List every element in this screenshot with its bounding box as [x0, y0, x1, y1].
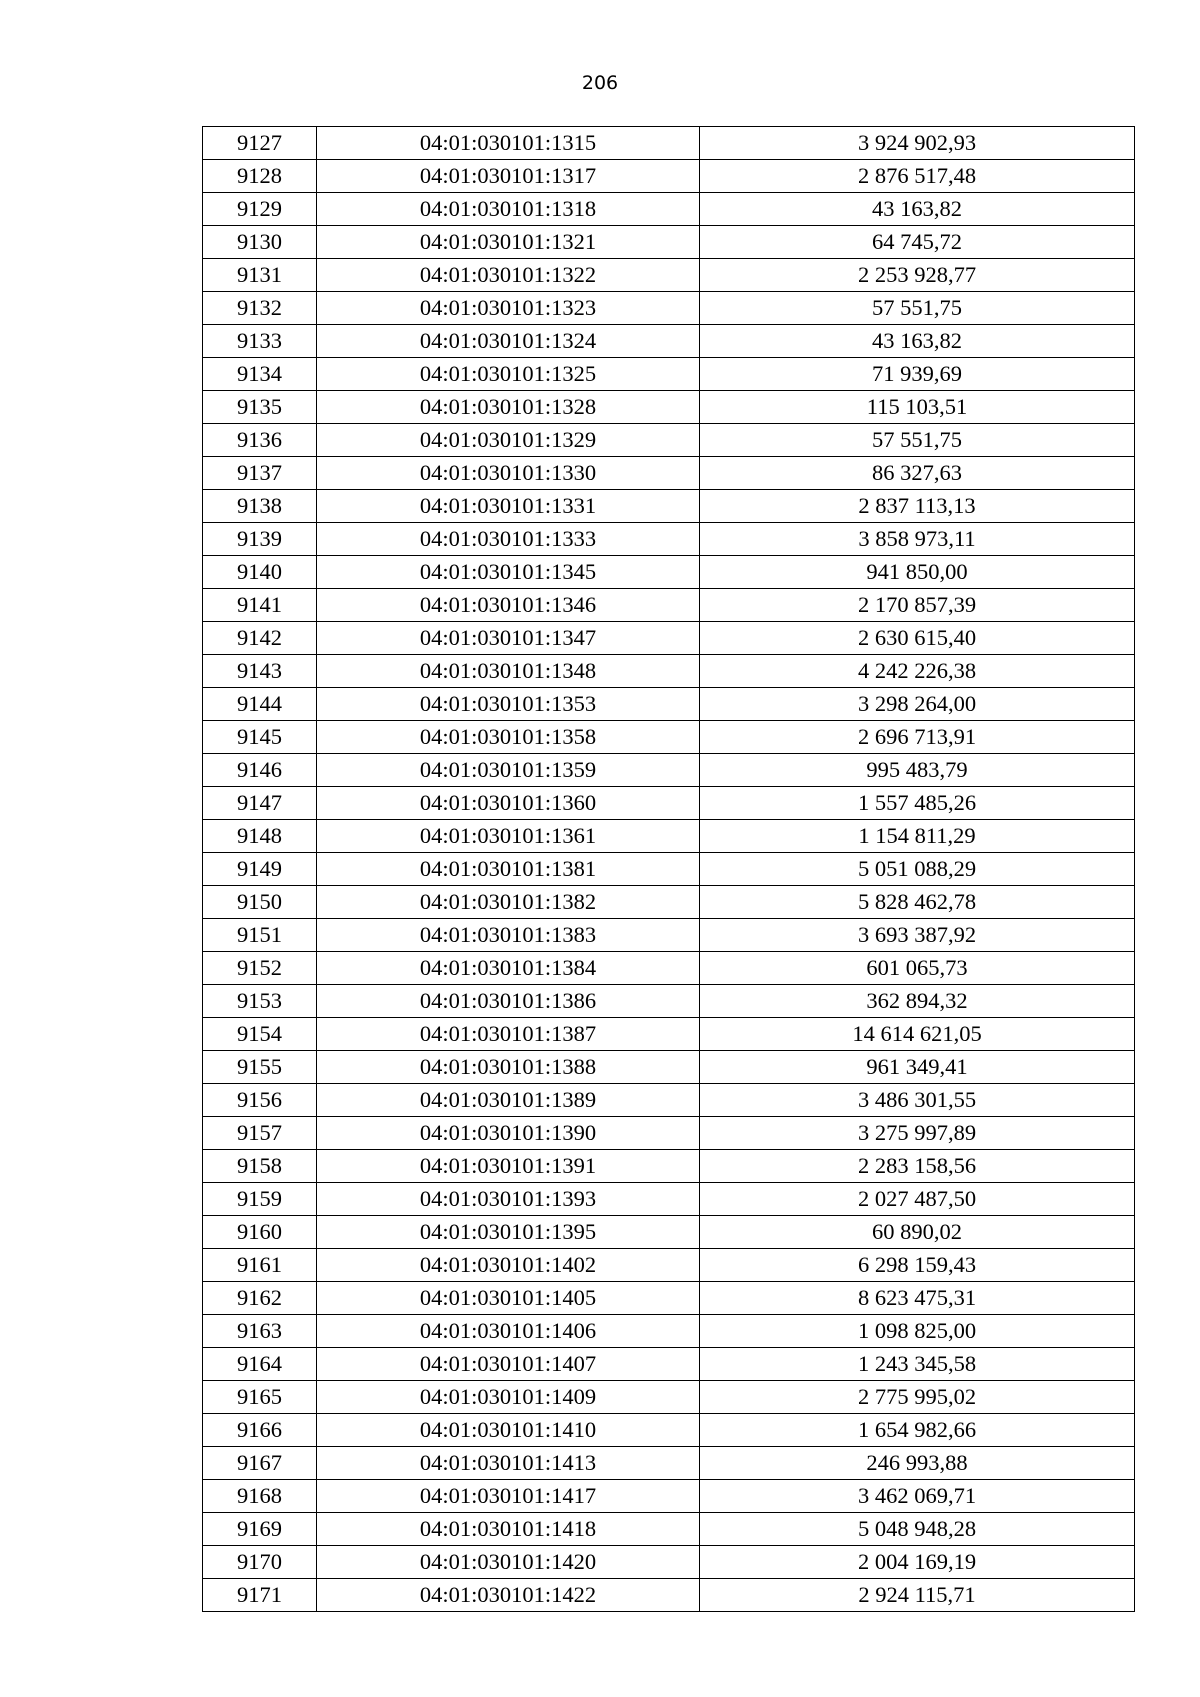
cadastral-value-cell: 5 051 088,29: [700, 853, 1135, 886]
cadastral-value-cell: 2 924 115,71: [700, 1579, 1135, 1612]
cadastral-value-cell: 57 551,75: [700, 424, 1135, 457]
row-number-cell: 9164: [203, 1348, 317, 1381]
row-number-cell: 9129: [203, 193, 317, 226]
cadastral-number-cell: 04:01:030101:1325: [317, 358, 700, 391]
table-row: [203, 1216, 1135, 1249]
table-row: [203, 1084, 1135, 1117]
cadastral-number-cell: 04:01:030101:1413: [317, 1447, 700, 1480]
row-number-cell: 9136: [203, 424, 317, 457]
table-row: [203, 622, 1135, 655]
row-number-cell: 9132: [203, 292, 317, 325]
table-row: [203, 589, 1135, 622]
cadastral-number-cell: 04:01:030101:1348: [317, 655, 700, 688]
cadastral-value-cell: 2 696 713,91: [700, 721, 1135, 754]
cadastral-value-cell: 5 828 462,78: [700, 886, 1135, 919]
cadastral-value-cell: 2 630 615,40: [700, 622, 1135, 655]
row-number-cell: 9149: [203, 853, 317, 886]
row-number-cell: 9137: [203, 457, 317, 490]
row-number-cell: 9135: [203, 391, 317, 424]
row-number-cell: 9171: [203, 1579, 317, 1612]
cadastral-value-cell: 60 890,02: [700, 1216, 1135, 1249]
cadastral-number-cell: 04:01:030101:1328: [317, 391, 700, 424]
cadastral-number-cell: 04:01:030101:1420: [317, 1546, 700, 1579]
row-number-cell: 9142: [203, 622, 317, 655]
cadastral-number-cell: 04:01:030101:1359: [317, 754, 700, 787]
cadastral-value-cell: 5 048 948,28: [700, 1513, 1135, 1546]
table-row: [203, 490, 1135, 523]
table-row: [203, 160, 1135, 193]
cadastral-number-cell: 04:01:030101:1388: [317, 1051, 700, 1084]
cadastral-number-cell: 04:01:030101:1395: [317, 1216, 700, 1249]
cadastral-value-cell: 3 693 387,92: [700, 919, 1135, 952]
cadastral-value-cell: 2 837 113,13: [700, 490, 1135, 523]
table-row: [203, 391, 1135, 424]
page-number: 206: [581, 72, 619, 94]
row-number-cell: 9165: [203, 1381, 317, 1414]
table-row: [203, 886, 1135, 919]
cadastral-value-cell: 3 298 264,00: [700, 688, 1135, 721]
cadastral-value-cell: 2 876 517,48: [700, 160, 1135, 193]
cadastral-value-cell: 86 327,63: [700, 457, 1135, 490]
row-number-cell: 9148: [203, 820, 317, 853]
row-number-cell: 9146: [203, 754, 317, 787]
cadastral-number-cell: 04:01:030101:1381: [317, 853, 700, 886]
cadastral-number-cell: 04:01:030101:1315: [317, 127, 700, 160]
table-body: [203, 127, 1135, 1612]
row-number-cell: 9151: [203, 919, 317, 952]
cadastral-value-cell: 3 924 902,93: [700, 127, 1135, 160]
cadastral-number-cell: 04:01:030101:1407: [317, 1348, 700, 1381]
row-number-cell: 9141: [203, 589, 317, 622]
cadastral-number-cell: 04:01:030101:1321: [317, 226, 700, 259]
row-number-cell: 9159: [203, 1183, 317, 1216]
row-number-cell: 9134: [203, 358, 317, 391]
cadastral-number-cell: 04:01:030101:1358: [317, 721, 700, 754]
row-number-cell: 9145: [203, 721, 317, 754]
cadastral-number-cell: 04:01:030101:1346: [317, 589, 700, 622]
row-number-cell: 9152: [203, 952, 317, 985]
table-row: [203, 721, 1135, 754]
row-number-cell: 9144: [203, 688, 317, 721]
table-row: [203, 754, 1135, 787]
cadastral-number-cell: 04:01:030101:1391: [317, 1150, 700, 1183]
cadastral-number-cell: 04:01:030101:1329: [317, 424, 700, 457]
cadastral-value-cell: 115 103,51: [700, 391, 1135, 424]
cadastral-number-cell: 04:01:030101:1353: [317, 688, 700, 721]
table-row: [203, 457, 1135, 490]
table-row: [203, 853, 1135, 886]
table-row: [203, 127, 1135, 160]
cadastral-number-cell: 04:01:030101:1324: [317, 325, 700, 358]
cadastral-number-cell: 04:01:030101:1333: [317, 523, 700, 556]
cadastral-number-cell: 04:01:030101:1390: [317, 1117, 700, 1150]
table-row: [203, 1018, 1135, 1051]
row-number-cell: 9170: [203, 1546, 317, 1579]
cadastral-number-cell: 04:01:030101:1406: [317, 1315, 700, 1348]
table-row: [203, 1117, 1135, 1150]
cadastral-value-cell: 1 557 485,26: [700, 787, 1135, 820]
row-number-cell: 9166: [203, 1414, 317, 1447]
cadastral-number-cell: 04:01:030101:1384: [317, 952, 700, 985]
table-row: [203, 655, 1135, 688]
table-row: [203, 325, 1135, 358]
table-row: [203, 1381, 1135, 1414]
cadastral-value-cell: 4 242 226,38: [700, 655, 1135, 688]
cadastral-value-cell: 941 850,00: [700, 556, 1135, 589]
cadastral-number-cell: 04:01:030101:1360: [317, 787, 700, 820]
table-row: [203, 556, 1135, 589]
row-number-cell: 9143: [203, 655, 317, 688]
cadastral-value-cell: 43 163,82: [700, 193, 1135, 226]
table-row: [203, 259, 1135, 292]
table-row: [203, 787, 1135, 820]
row-number-cell: 9150: [203, 886, 317, 919]
cadastral-value-cell: 1 098 825,00: [700, 1315, 1135, 1348]
cadastral-number-cell: 04:01:030101:1386: [317, 985, 700, 1018]
row-number-cell: 9162: [203, 1282, 317, 1315]
cadastral-value-cell: 995 483,79: [700, 754, 1135, 787]
cadastral-value-cell: 1 243 345,58: [700, 1348, 1135, 1381]
cadastral-value-cell: 71 939,69: [700, 358, 1135, 391]
row-number-cell: 9138: [203, 490, 317, 523]
row-number-cell: 9131: [203, 259, 317, 292]
table-row: [203, 1315, 1135, 1348]
table-row: [203, 1348, 1135, 1381]
row-number-cell: 9161: [203, 1249, 317, 1282]
cadastral-value-cell: 2 027 487,50: [700, 1183, 1135, 1216]
cadastral-value-cell: 362 894,32: [700, 985, 1135, 1018]
cadastral-value-table: [202, 126, 1135, 1612]
row-number-cell: 9130: [203, 226, 317, 259]
row-number-cell: 9168: [203, 1480, 317, 1513]
table-row: [203, 1513, 1135, 1546]
cadastral-value-cell: 246 993,88: [700, 1447, 1135, 1480]
cadastral-number-cell: 04:01:030101:1323: [317, 292, 700, 325]
table-row: [203, 919, 1135, 952]
row-number-cell: 9127: [203, 127, 317, 160]
cadastral-value-cell: 2 170 857,39: [700, 589, 1135, 622]
table-row: [203, 1579, 1135, 1612]
row-number-cell: 9157: [203, 1117, 317, 1150]
cadastral-number-cell: 04:01:030101:1345: [317, 556, 700, 589]
cadastral-number-cell: 04:01:030101:1410: [317, 1414, 700, 1447]
cadastral-value-cell: 64 745,72: [700, 226, 1135, 259]
row-number-cell: 9167: [203, 1447, 317, 1480]
cadastral-value-cell: 43 163,82: [700, 325, 1135, 358]
cadastral-number-cell: 04:01:030101:1382: [317, 886, 700, 919]
row-number-cell: 9163: [203, 1315, 317, 1348]
row-number-cell: 9140: [203, 556, 317, 589]
table-row: [203, 358, 1135, 391]
cadastral-number-cell: 04:01:030101:1383: [317, 919, 700, 952]
table-row: [203, 1447, 1135, 1480]
cadastral-number-cell: 04:01:030101:1347: [317, 622, 700, 655]
table-row: [203, 1249, 1135, 1282]
row-number-cell: 9133: [203, 325, 317, 358]
table-row: [203, 193, 1135, 226]
cadastral-number-cell: 04:01:030101:1418: [317, 1513, 700, 1546]
table-row: [203, 1051, 1135, 1084]
table-row: [203, 292, 1135, 325]
table-row: [203, 952, 1135, 985]
cadastral-number-cell: 04:01:030101:1402: [317, 1249, 700, 1282]
row-number-cell: 9154: [203, 1018, 317, 1051]
cadastral-value-cell: 3 858 973,11: [700, 523, 1135, 556]
cadastral-value-cell: 1 154 811,29: [700, 820, 1135, 853]
cadastral-number-cell: 04:01:030101:1331: [317, 490, 700, 523]
cadastral-number-cell: 04:01:030101:1417: [317, 1480, 700, 1513]
cadastral-value-cell: 3 275 997,89: [700, 1117, 1135, 1150]
table-row: [203, 1183, 1135, 1216]
cadastral-number-cell: 04:01:030101:1422: [317, 1579, 700, 1612]
row-number-cell: 9156: [203, 1084, 317, 1117]
row-number-cell: 9153: [203, 985, 317, 1018]
cadastral-value-cell: 14 614 621,05: [700, 1018, 1135, 1051]
cadastral-number-cell: 04:01:030101:1387: [317, 1018, 700, 1051]
cadastral-number-cell: 04:01:030101:1361: [317, 820, 700, 853]
table-row: [203, 424, 1135, 457]
cadastral-number-cell: 04:01:030101:1317: [317, 160, 700, 193]
cadastral-value-cell: 2 775 995,02: [700, 1381, 1135, 1414]
cadastral-value-cell: 8 623 475,31: [700, 1282, 1135, 1315]
table-row: [203, 1414, 1135, 1447]
cadastral-value-cell: 3 486 301,55: [700, 1084, 1135, 1117]
row-number-cell: 9158: [203, 1150, 317, 1183]
table-row: [203, 688, 1135, 721]
table-row: [203, 820, 1135, 853]
cadastral-value-cell: 961 349,41: [700, 1051, 1135, 1084]
table-row: [203, 1150, 1135, 1183]
cadastral-value-cell: 2 283 158,56: [700, 1150, 1135, 1183]
cadastral-value-cell: 57 551,75: [700, 292, 1135, 325]
cadastral-number-cell: 04:01:030101:1322: [317, 259, 700, 292]
cadastral-number-cell: 04:01:030101:1389: [317, 1084, 700, 1117]
table-row: [203, 226, 1135, 259]
row-number-cell: 9147: [203, 787, 317, 820]
row-number-cell: 9128: [203, 160, 317, 193]
cadastral-number-cell: 04:01:030101:1409: [317, 1381, 700, 1414]
cadastral-number-cell: 04:01:030101:1330: [317, 457, 700, 490]
table-row: [203, 523, 1135, 556]
table-row: [203, 1282, 1135, 1315]
row-number-cell: 9155: [203, 1051, 317, 1084]
cadastral-number-cell: 04:01:030101:1318: [317, 193, 700, 226]
row-number-cell: 9160: [203, 1216, 317, 1249]
cadastral-value-cell: 3 462 069,71: [700, 1480, 1135, 1513]
cadastral-value-cell: 2 253 928,77: [700, 259, 1135, 292]
table-row: [203, 985, 1135, 1018]
cadastral-value-cell: 6 298 159,43: [700, 1249, 1135, 1282]
cadastral-value-cell: 1 654 982,66: [700, 1414, 1135, 1447]
row-number-cell: 9169: [203, 1513, 317, 1546]
cadastral-value-cell: 601 065,73: [700, 952, 1135, 985]
table-row: [203, 1546, 1135, 1579]
table-row: [203, 1480, 1135, 1513]
cadastral-value-cell: 2 004 169,19: [700, 1546, 1135, 1579]
cadastral-number-cell: 04:01:030101:1405: [317, 1282, 700, 1315]
row-number-cell: 9139: [203, 523, 317, 556]
cadastral-number-cell: 04:01:030101:1393: [317, 1183, 700, 1216]
